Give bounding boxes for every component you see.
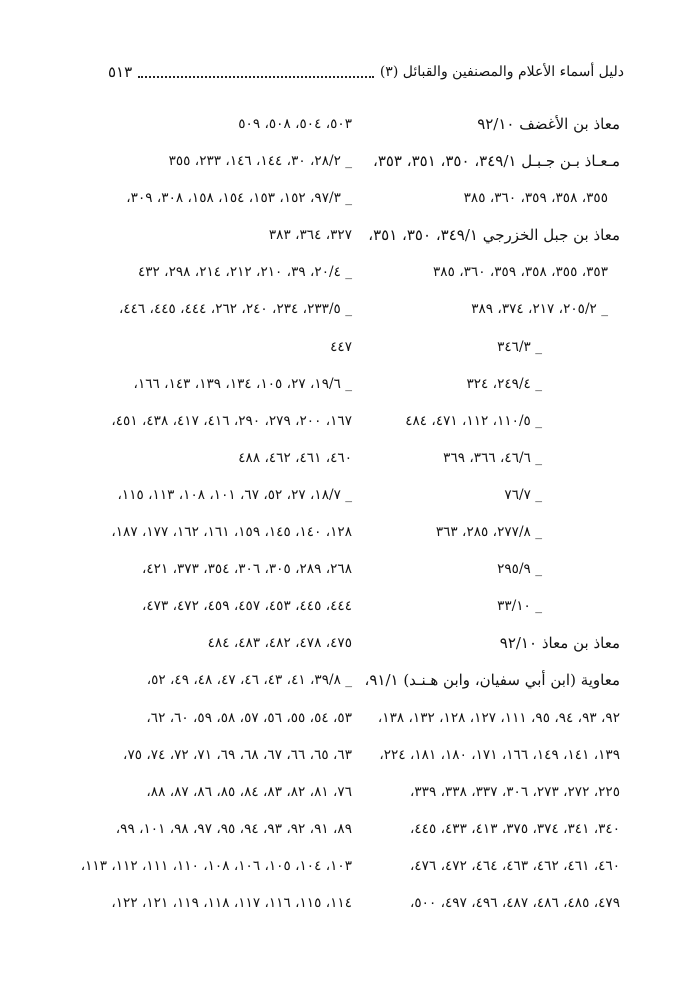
- index-continuation: ٢٢٥، ٢٧٢، ٢٧٣، ٣٠٦، ٣٣٧، ٣٣٨، ٣٣٩،: [409, 783, 620, 800]
- index-entry: معاذ بن جبل الخزرجي ٣٤٩/١، ٣٥٠، ٣٥١،: [368, 226, 620, 245]
- index-volume-line: _ ١٨/٧، ٢٧، ٥٢، ٦٧، ١٠١، ١٠٨، ١١٣، ١١٥،: [117, 486, 352, 503]
- index-continuation: ٤٧٩، ٤٨٥، ٤٨٦، ٤٨٧، ٤٩٦، ٤٩٧، ٥٠٠،: [409, 894, 620, 911]
- index-entry: معاذ بن الأغضف ٩٢/١٠: [477, 115, 620, 133]
- header-title: دليل أسماء الأعلام والمصنفين والقبائل (٣): [379, 64, 624, 80]
- header-dot-leader: [138, 66, 374, 78]
- index-continuation: ٣٥٥، ٣٥٨، ٣٥٩، ٣٦٠، ٣٨٥: [463, 190, 608, 207]
- index-continuation: ٥٠٣، ٥٠٤، ٥٠٨، ٥٠٩: [238, 116, 352, 132]
- index-continuation: ٩٢، ٩٣، ٩٤، ٩٥، ١١١، ١٢٧، ١٢٨، ١٣٢، ١٣٨،: [377, 709, 620, 726]
- index-volume-line: _ ٢٨/٢، ٣٠، ١٤٤، ١٤٦، ٢٣٣، ٣٥٥: [168, 153, 352, 170]
- running-header: [108, 58, 624, 86]
- index-entry: معاذ بن معاذ ٩٢/١٠: [499, 634, 620, 653]
- index-volume-line: _ ٢٩٥/٩: [497, 561, 542, 578]
- index-continuation: ٤٧٥، ٤٧٨، ٤٨٢، ٤٨٣، ٤٨٤: [207, 635, 352, 652]
- index-continuation: ١٣٩، ١٤١، ١٤٩، ١٦٦، ١٧١، ١٨٠، ١٨١، ٢٢٤،: [379, 746, 620, 763]
- index-continuation: ٤٤٧: [330, 338, 352, 355]
- index-entry: مـعـاذ بـن جـبـل ٣٤٩/١، ٣٥٠، ٣٥١، ٣٥٣،: [372, 152, 620, 171]
- index-volume-line: _ ٣٣/١٠: [497, 598, 542, 615]
- index-volume-line: _ ١١٠/٥، ١١٢، ٤٧١، ٤٨٤: [405, 412, 542, 429]
- index-continuation: ٤٦٠، ٤٦١، ٤٦٢، ٤٦٣، ٤٦٤، ٤٧٢، ٤٧٦،: [409, 857, 620, 874]
- page-number: ٥١٣: [108, 63, 133, 81]
- index-continuation: ٣٥٣، ٣٥٥، ٣٥٨، ٣٥٩، ٣٦٠، ٣٨٥: [432, 264, 608, 281]
- index-continuation: ١٢٨، ١٤٠، ١٤٥، ١٥٩، ١٦١، ١٦٢، ١٧٧، ١٨٧،: [111, 524, 352, 541]
- index-volume-line: _ ٣٤٦/٣: [497, 338, 542, 355]
- index-continuation: ٤٤٤، ٤٤٥، ٤٥٣، ٤٥٧، ٤٥٩، ٤٧٢، ٤٧٣،: [141, 598, 352, 615]
- index-volume-line: _ ٢٧٧/٨، ٢٨٥، ٣٦٣: [435, 524, 542, 541]
- index-volume-line: _ ٣٩/٨، ٤١، ٤٣، ٤٦، ٤٧، ٤٨، ٤٩، ٥٢،: [146, 672, 352, 689]
- index-continuation: ٧٦، ٨١، ٨٢، ٨٣، ٨٤، ٨٥، ٨٦، ٨٧، ٨٨،: [146, 783, 352, 800]
- index-column-right: [364, 114, 620, 930]
- index-volume-line: _ ١٩/٦، ٢٧، ١٠٥، ١٣٤، ١٣٩، ١٤٣، ١٦٦،: [133, 375, 352, 392]
- index-volume-line: _ ٢٤٩/٤، ٣٢٤: [466, 375, 542, 392]
- index-continuation: ٦٣، ٦٥، ٦٦، ٦٧، ٦٨، ٦٩، ٧١، ٧٢، ٧٤، ٧٥،: [123, 746, 352, 763]
- index-continuation: ١٠٣، ١٠٤، ١٠٥، ١٠٦، ١٠٨، ١١٠، ١١١، ١١٢، ١١٣،: [80, 857, 352, 874]
- index-continuation: ٣٢٧، ٣٦٤، ٣٨٣: [268, 227, 352, 244]
- index-volume-line: _ ٢٠٥/٢، ٢١٧، ٣٧٤، ٣٨٩: [471, 301, 608, 318]
- index-continuation: ٣٤٠، ٣٤١، ٣٧٤، ٣٧٥، ٤١٣، ٤٣٣، ٤٤٥،: [409, 820, 620, 837]
- index-volume-line: _ ٩٧/٣، ١٥٢، ١٥٣، ١٥٤، ١٥٨، ٣٠٨، ٣٠٩،: [126, 190, 352, 207]
- index-continuation: ٤٦٠، ٤٦١، ٤٦٢، ٤٨٨: [238, 449, 352, 466]
- index-continuation: ١٦٧، ٢٠٠، ٢٧٩، ٢٩٠، ٤١٦، ٤١٧، ٤٣٨، ٤٥١،: [111, 412, 352, 429]
- index-column-left: [80, 114, 352, 930]
- index-volume-line: _ ٧٦/٧: [504, 486, 542, 503]
- index-continuation: ٢٦٨، ٢٨٩، ٣٠٥، ٣٠٦، ٣٥٤، ٣٧٣، ٤٢١،: [141, 561, 352, 578]
- index-volume-line: _ ٢٣٣/٥، ٢٣٤، ٢٤٠، ٢٦٢، ٤٤٤، ٤٤٥، ٤٤٦،: [118, 301, 352, 318]
- index-volume-line: _ ٤٦/٦، ٣٦٦، ٣٦٩: [443, 449, 542, 466]
- index-entry: معاوية (ابن أبي سفيان، وابن هـنـد) ٩١/١،: [364, 671, 620, 690]
- index-continuation: ١١٤، ١١٥، ١١٦، ١١٧، ١١٨، ١١٩، ١٢١، ١٢٢،: [111, 894, 352, 911]
- index-continuation: ٥٣، ٥٤، ٥٥، ٥٦، ٥٧، ٥٨، ٥٩، ٦٠، ٦٢،: [146, 709, 352, 726]
- index-continuation: ٨٩، ٩١، ٩٢، ٩٣، ٩٤، ٩٥، ٩٧، ٩٨، ١٠١، ٩٩،: [115, 820, 352, 837]
- index-volume-line: _ ٢٠/٤، ٣٩، ٢١٠، ٢١٢، ٢١٤، ٢٩٨، ٤٣٢: [137, 264, 352, 281]
